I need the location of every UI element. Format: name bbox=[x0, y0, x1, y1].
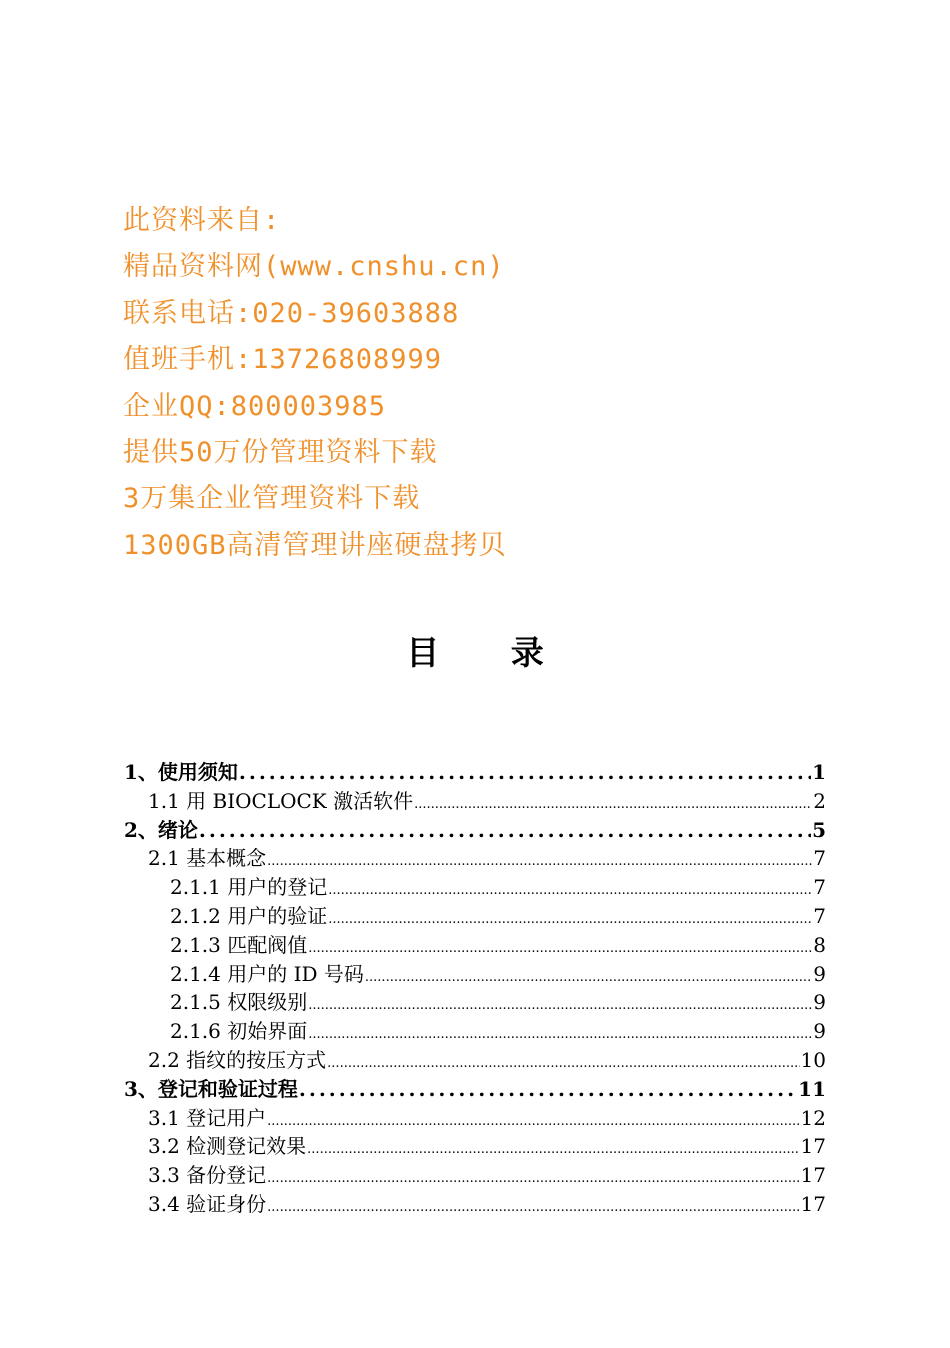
toc-entry-label: 2.1.2 用户的验证 bbox=[170, 903, 328, 928]
toc-entry-label: 2.1 基本概念 bbox=[148, 846, 267, 871]
toc-entry-label: 2.1.3 匹配阀值 bbox=[170, 932, 308, 957]
table-of-contents bbox=[124, 758, 826, 1219]
toc-entry-page: 7 bbox=[813, 846, 826, 871]
toc-entry-label: 3.2 检测登记效果 bbox=[148, 1134, 307, 1159]
toc-entry-page: 9 bbox=[813, 1019, 826, 1044]
toc-entry-page: 5 bbox=[812, 817, 826, 842]
toc-dot-leader bbox=[327, 1050, 799, 1075]
toc-dot-leader bbox=[307, 1136, 799, 1161]
toc-dot-leader bbox=[299, 1075, 797, 1104]
toc-entry[interactable] bbox=[124, 1075, 826, 1104]
toc-entry-page: 1 bbox=[812, 760, 826, 784]
toc-entry[interactable] bbox=[124, 1161, 826, 1190]
toc-entry[interactable] bbox=[124, 758, 826, 787]
toc-entry[interactable] bbox=[124, 1132, 826, 1161]
toc-entry[interactable] bbox=[124, 1046, 826, 1075]
toc-entry-page: 2 bbox=[813, 788, 826, 813]
toc-dot-leader bbox=[328, 877, 812, 902]
promo-qq-line: 企业QQ:800003985 bbox=[123, 390, 387, 422]
toc-dot-leader bbox=[267, 1194, 799, 1219]
promo-offer-line: 1300GB高清管理讲座硬盘拷贝 bbox=[123, 529, 507, 561]
toc-dot-leader bbox=[365, 964, 812, 989]
toc-entry-page: 9 bbox=[813, 990, 826, 1015]
toc-dot-leader bbox=[308, 992, 812, 1017]
toc-dot-leader bbox=[267, 848, 812, 873]
toc-entry-label: 2、绪论 bbox=[124, 817, 198, 842]
toc-entry-label: 3.4 验证身份 bbox=[148, 1191, 267, 1216]
toc-entry-label: 2.1.1 用户的登记 bbox=[170, 875, 328, 900]
toc-entry[interactable] bbox=[124, 787, 826, 816]
toc-dot-leader bbox=[414, 791, 812, 816]
toc-entry[interactable] bbox=[124, 960, 826, 989]
toc-entry-page: 17 bbox=[800, 1134, 826, 1159]
toc-entry-label: 2.1.4 用户的 ID 号码 bbox=[170, 961, 364, 986]
toc-entry-page: 7 bbox=[813, 903, 826, 928]
toc-entry-label: 1、使用须知 bbox=[124, 760, 238, 784]
promo-offer-line: 提供50万份管理资料下载 bbox=[123, 436, 438, 468]
toc-entry-label: 1.1 用 BIOCLOCK 激活软件 bbox=[148, 788, 414, 813]
toc-entry[interactable] bbox=[124, 988, 826, 1017]
toc-dot-leader bbox=[308, 935, 812, 960]
toc-entry[interactable] bbox=[124, 1190, 826, 1219]
toc-entry-label: 3、登记和验证过程 bbox=[124, 1076, 298, 1101]
toc-entry-page: 8 bbox=[813, 932, 826, 957]
toc-entry-page: 9 bbox=[813, 961, 826, 986]
toc-entry-label: 2.2 指纹的按压方式 bbox=[148, 1047, 327, 1072]
toc-entry[interactable] bbox=[124, 1104, 826, 1133]
toc-dot-leader bbox=[308, 1021, 812, 1046]
toc-entry[interactable] bbox=[124, 816, 826, 845]
toc-entry-label: 2.1.6 初始界面 bbox=[170, 1019, 308, 1044]
toc-entry-page: 10 bbox=[800, 1047, 826, 1072]
toc-dot-leader bbox=[267, 1165, 799, 1190]
promo-offer-line: 3万集企业管理资料下载 bbox=[123, 483, 421, 515]
promo-website-line: 精品资料网(www.cnshu.cn) bbox=[123, 251, 505, 283]
toc-entry-page: 17 bbox=[800, 1191, 826, 1216]
toc-dot-leader bbox=[239, 758, 811, 787]
toc-dot-leader bbox=[199, 816, 811, 845]
toc-entry-label: 2.1.5 权限级别 bbox=[170, 990, 308, 1015]
promo-source-line: 此资料来自: bbox=[123, 205, 281, 236]
toc-entry-label: 3.3 备份登记 bbox=[148, 1163, 267, 1188]
toc-entry-page: 7 bbox=[813, 875, 826, 900]
toc-dot-leader bbox=[328, 906, 812, 931]
promo-block bbox=[123, 198, 823, 569]
toc-entry[interactable] bbox=[124, 844, 826, 873]
toc-entry[interactable] bbox=[124, 931, 826, 960]
toc-entry[interactable] bbox=[124, 1017, 826, 1046]
toc-entry-page: 17 bbox=[800, 1163, 826, 1188]
toc-entry-page: 11 bbox=[798, 1076, 826, 1101]
toc-dot-leader bbox=[267, 1108, 799, 1133]
toc-entry-page: 12 bbox=[800, 1105, 826, 1130]
toc-entry[interactable] bbox=[124, 902, 826, 931]
promo-phone-line: 联系电话:020-39603888 bbox=[123, 297, 460, 329]
promo-mobile-line: 值班手机:13726808999 bbox=[123, 344, 443, 376]
toc-title: 目 录 bbox=[406, 633, 574, 672]
toc-entry-label: 3.1 登记用户 bbox=[148, 1105, 267, 1130]
toc-entry[interactable] bbox=[124, 873, 826, 902]
